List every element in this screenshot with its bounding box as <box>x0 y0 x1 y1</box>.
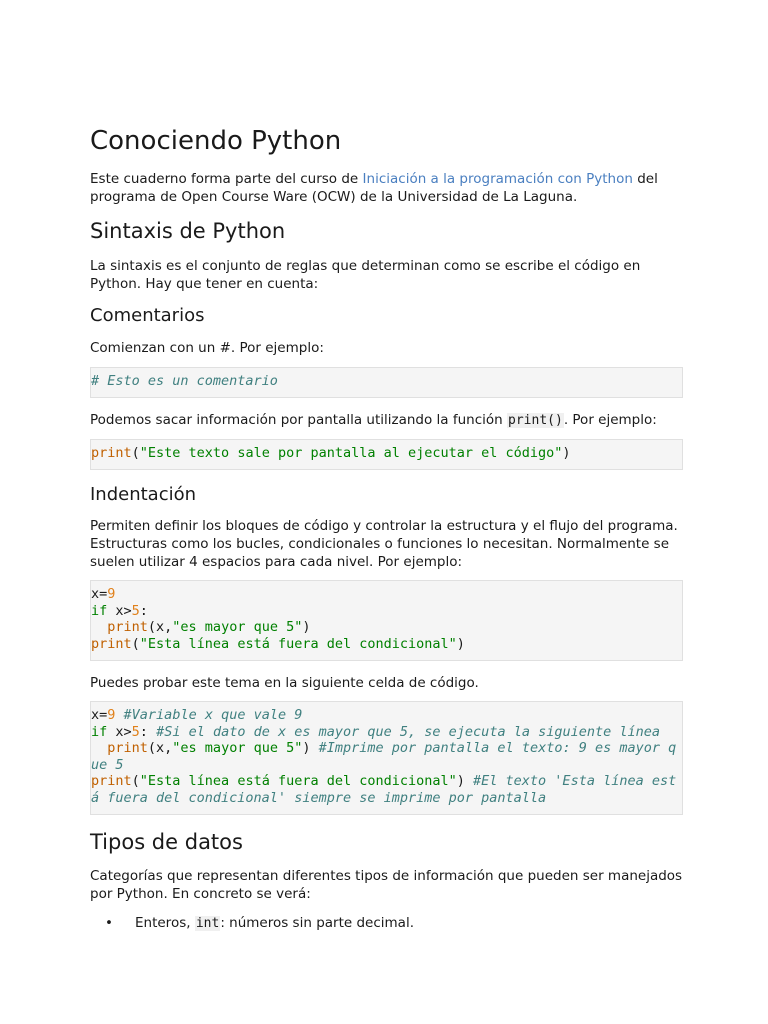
probar-paragraph: Puedes probar este tema en la siguiente celda de código. <box>90 675 479 691</box>
code2-num: 9 <box>107 707 116 723</box>
page-title: Conociendo Python <box>90 126 342 156</box>
subsection-heading-comentarios: Comentarios <box>90 305 205 326</box>
code1-cond-num: 5 <box>131 602 140 619</box>
code1-condition: x> <box>107 602 132 619</box>
code2-condition: x> <box>107 723 132 740</box>
section-heading-sintaxis: Sintaxis de Python <box>90 219 286 243</box>
comentarios-paragraph <box>90 339 685 357</box>
code-comment: # Esto es un comentario <box>91 373 278 389</box>
code1-print2-string: "Esta línea está fuera del condicional" <box>139 635 457 652</box>
comentarios-text-after: . Por ejemplo: <box>230 340 324 356</box>
list-item-text-after: : números sin parte decimal. <box>220 915 414 931</box>
code1-print2-fn: print <box>91 635 132 652</box>
section-heading-tipos: Tipos de datos <box>90 830 243 854</box>
code2-print2-fn: print <box>91 773 132 789</box>
tipos-list <box>90 914 685 933</box>
code2-print-string: "es mayor que 5" <box>172 740 303 756</box>
code-cell-print[interactable]: print("Este texto sale por pantalla al ejecutar el código") <box>90 439 683 470</box>
code2-print-fn: print <box>107 740 148 756</box>
code-cell-indentation-commented[interactable]: x=9 #Variable x que vale 9 if x>5: #Si el dato de x es mayor que 5, se ejecuta la siguiente línea print(x,"es mayor que 5") #Imprime por pantalla el texto: 9 es mayor que 5 print("Esta línea está fuera del condicional") #El texto 'Esta línea está fuera del condicional' siempre se imprime por pantalla <box>90 701 683 815</box>
code2-cond-num: 5 <box>131 723 140 740</box>
code1-print-string: "es mayor que 5" <box>172 619 303 635</box>
code1-num: 9 <box>107 586 116 602</box>
code2-comment-4: #El texto 'Esta línea está fuera del condicional' siempre se imprime por pantalla <box>91 773 677 806</box>
code2-print2-string: "Esta línea está fuera del condicional" <box>139 773 457 789</box>
hash-symbol: # <box>219 340 231 356</box>
sintaxis-paragraph: La sintaxis es el conjunto de reglas que determinan como se escribe el código en Python. Hay que tener en cuenta: <box>90 258 641 292</box>
intro-text-after: del programa de Open Course Ware (OCW) de la Universidad de La Laguna. <box>90 171 658 205</box>
print-inline-code: print() <box>508 413 563 428</box>
list-item <box>90 914 685 933</box>
code2-colon: : <box>139 723 148 740</box>
print-paragraph <box>90 411 685 430</box>
list-item-text-before: Enteros, <box>135 915 195 931</box>
code1-if-keyword: if <box>91 602 108 619</box>
intro-paragraph <box>90 170 685 206</box>
code1-colon: : <box>139 602 148 619</box>
print-text-after: . Por ejemplo: <box>563 412 657 428</box>
code-cell-indentation[interactable]: x=9 if x>5: print(x,"es mayor que 5") print("Esta línea está fuera del condicional") <box>90 580 683 661</box>
code1-var: x= <box>91 586 108 602</box>
code2-print-close: ) <box>302 740 311 756</box>
indentacion-paragraph: Permiten definir los bloques de código y controlar la estructura y el flujo del programa. Estructuras como los bucles, condicionales o funciones lo necesitan. Normalmente se suelen utilizar 4 espacios para cada nivel. Por ejemplo: <box>90 518 678 570</box>
code2-comment-3: #Imprime por pantalla el texto: 9 es mayor que 5 <box>91 740 677 773</box>
intro-text-before: Este cuaderno forma parte del curso de <box>90 171 363 187</box>
course-link[interactable]: Iniciación a la programación con Python <box>362 171 633 187</box>
tipos-paragraph: Categorías que representan diferentes tipos de información que pueden ser manejados por Python. En concreto se verá: <box>90 868 683 902</box>
code2-comment-1: #Variable x que vale 9 <box>123 707 303 723</box>
print-text-before: Podemos sacar información por pantalla utilizando la función <box>90 412 508 428</box>
code1-print-close: ) <box>302 619 311 635</box>
code1-print-fn: print <box>107 619 148 635</box>
code1-print-args: (x, <box>147 619 173 635</box>
code2-if-keyword: if <box>91 723 108 740</box>
code-print-string: "Este texto sale por pantalla al ejecutar el código" <box>139 445 563 461</box>
comentarios-text-before: Comienzan con un <box>90 340 220 356</box>
subsection-heading-indentacion: Indentación <box>90 484 197 505</box>
code2-print-args: (x, <box>147 740 173 756</box>
code-cell-comment[interactable] <box>90 367 683 398</box>
code2-var: x= <box>91 707 108 723</box>
code-print-fn: print <box>91 445 132 461</box>
bullet-icon: • <box>105 915 113 931</box>
code2-comment-2: #Si el dato de x es mayor que 5, se ejecuta la siguiente línea <box>156 723 660 740</box>
int-inline-code: int <box>195 916 220 931</box>
